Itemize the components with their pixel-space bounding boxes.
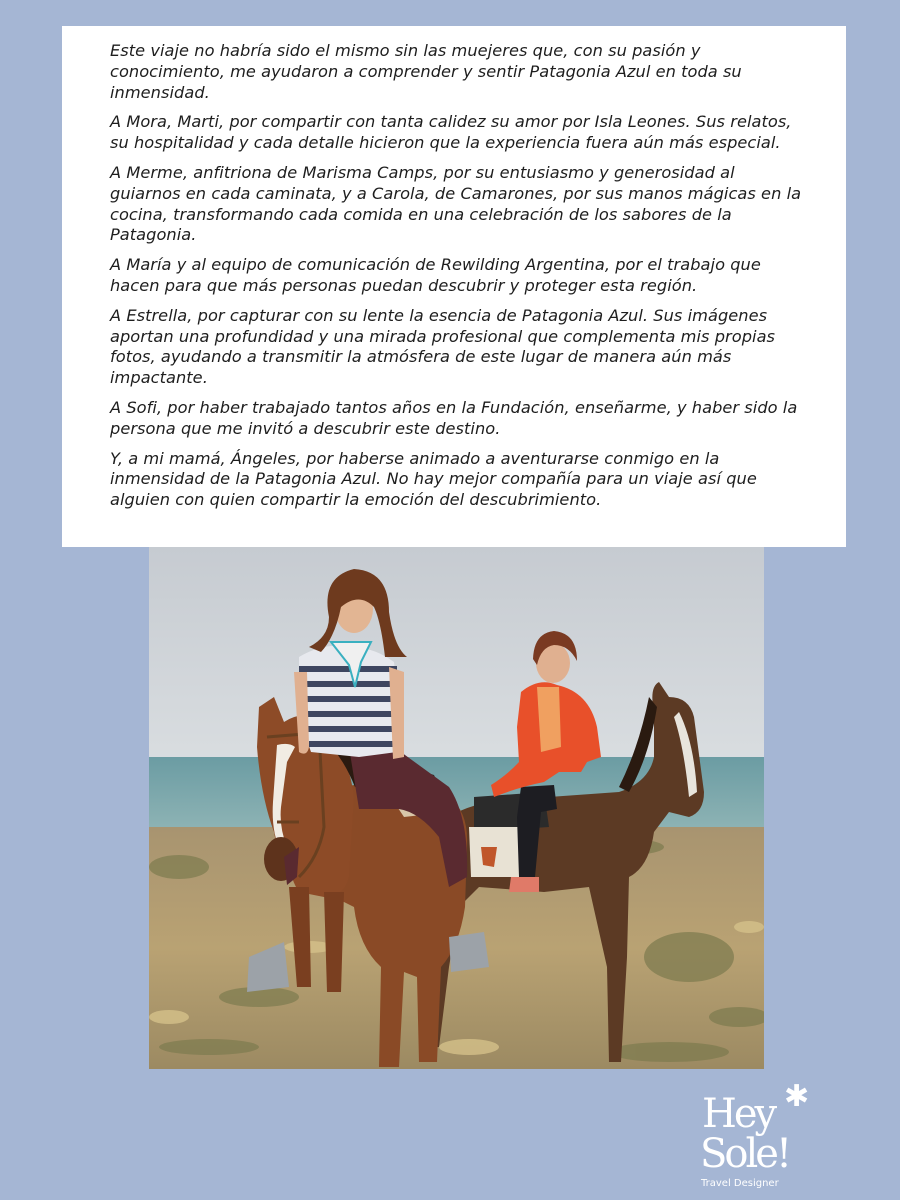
logo-tagline: Travel Designer [701, 1178, 779, 1189]
paragraph-sofi: A Sofi, por haber trabajado tantos años en la Fundación, enseñarme, y haber sido la persona que me invitó a descubrir este destino. [110, 397, 798, 438]
paragraph-mora-marti: A Mora, Marti, por compartir con tanta calidez su amor por Isla Leones. Sus relatos, su hospitalidad y cada detalle hicieron que la experiencia fuera aún más especial. [110, 112, 792, 153]
paragraph-intro: Este viaje no habría sido el mismo sin las muejeres que, con su pasión y conocimiento, me ayudaron a comprender y sentir Patagonia Azul en toda su inmensidad. [110, 41, 742, 102]
logo-wordmark-sole: Sole! [700, 1131, 790, 1177]
paragraph-estrella: A Estrella, por capturar con su lente la esencia de Patagonia Azul. Sus imágenes aportan una profundidad y una mirada profesional que complementa mis propias fotos, ayudando a transmitir la atmósfera de este lugar de manera aún más impactante. [110, 305, 776, 388]
asterisk-icon: ✱ [784, 1079, 810, 1114]
photo-illustration [149, 547, 764, 1069]
logo-wordmark-hey: Hey [702, 1091, 775, 1137]
paragraph-merme-carola: A Merme, anfitriona de Marisma Camps, por su entusiasmo y generosidad al guiarnos en cada caminata, y a Carola, de Camarones, por sus manos mágicas en la cocina, transformando cada comida en una celebración de los sabores de la Patagonia. [110, 162, 802, 245]
horse-riding-photo [149, 547, 764, 1069]
paragraph-mama: Y, a mi mamá, Ángeles, por haberse animado a aventurarse conmigo en la inmensidad de la Patagonia Azul. No hay mejor compañía para un viaje así que alguien con quien compartir la emoción del descubrimiento. [110, 448, 757, 510]
paragraph-maria: A María y al equipo de comunicación de Rewilding Argentina, por el trabajo que hacen para que más personas puedan descubrir y proteger esta región. [110, 255, 761, 295]
hey-sole-logo [698, 1079, 818, 1192]
acknowledgements-card [62, 26, 846, 547]
